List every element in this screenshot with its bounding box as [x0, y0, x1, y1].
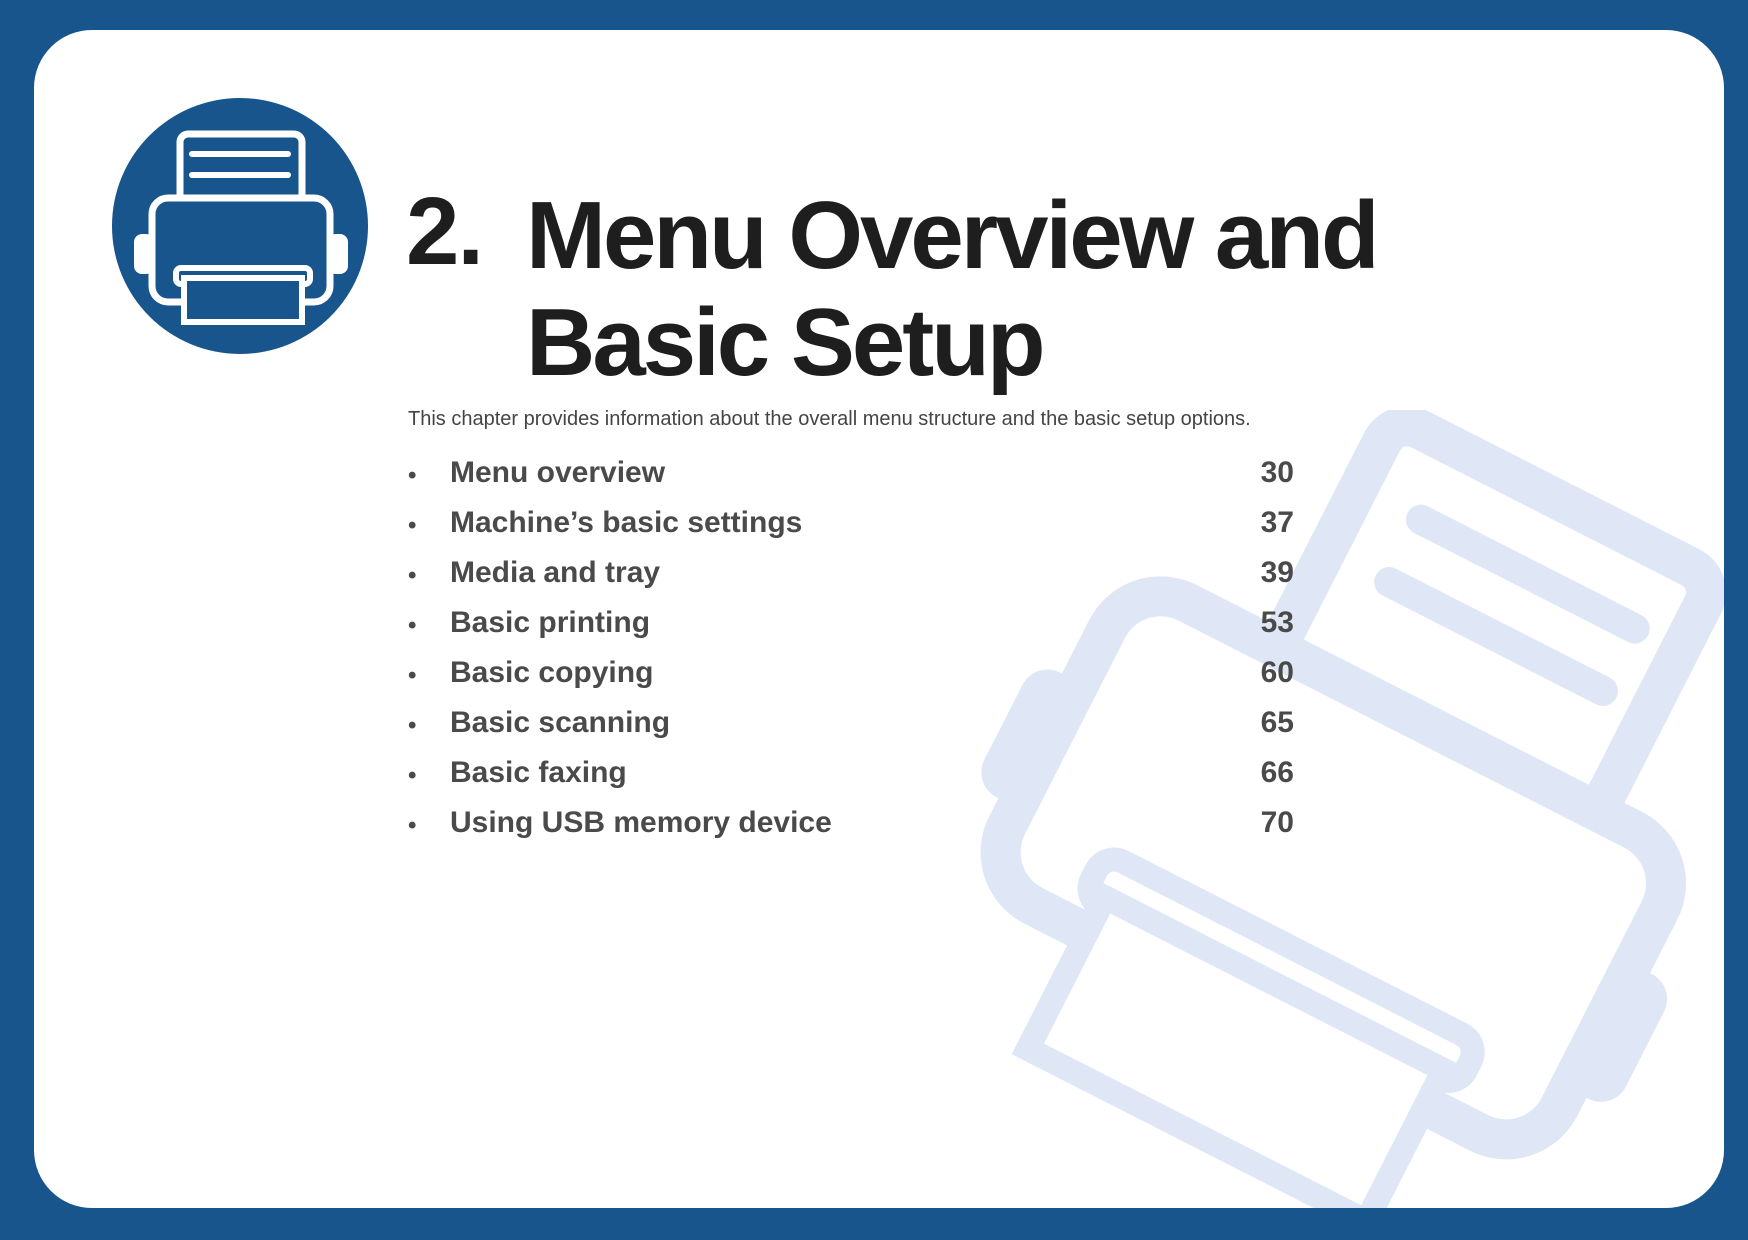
bullet: • [408, 462, 417, 489]
toc-item-basic-faxing[interactable] [408, 756, 1294, 806]
page-title-line-2: Basic Setup [526, 289, 1043, 396]
toc-item-basic-scanning[interactable] [408, 706, 1294, 756]
toc-label: Basic faxing [450, 756, 627, 789]
toc-item-media-and-tray[interactable] [408, 556, 1294, 606]
toc-label: Machine’s basic settings [450, 506, 803, 539]
table-of-contents [408, 456, 1294, 856]
toc-item-basic-printing[interactable] [408, 606, 1294, 656]
page-title-line-1: Menu Overview and [526, 182, 1377, 289]
printer-icon [112, 98, 368, 354]
toc-page-number: 30 [1260, 456, 1294, 489]
toc-label: Basic copying [450, 656, 654, 689]
toc-item-basic-copying[interactable] [408, 656, 1294, 706]
toc-page-number: 60 [1260, 656, 1294, 689]
toc-page-number: 39 [1260, 556, 1294, 589]
toc-page-number: 70 [1260, 806, 1294, 839]
toc-page-number: 66 [1260, 756, 1294, 789]
chapter-number: 2. [406, 178, 483, 285]
bullet: • [408, 712, 417, 739]
toc-label: Media and tray [450, 556, 661, 589]
toc-label: Using USB memory device [450, 806, 832, 839]
toc-label: Menu overview [450, 456, 666, 489]
toc-page-number: 65 [1260, 706, 1294, 739]
bullet: • [408, 662, 417, 689]
toc-page-number: 53 [1260, 606, 1294, 639]
chapter-intro: This chapter provides information about the overall menu structure and the basic setup options. [408, 408, 1251, 430]
page-card [34, 30, 1724, 1208]
toc-label: Basic printing [450, 606, 651, 639]
toc-item-using-usb-memory-device[interactable] [408, 806, 1294, 856]
bullet: • [408, 612, 417, 639]
bullet: • [408, 562, 417, 589]
toc-page-number: 37 [1260, 506, 1294, 539]
toc-item-menu-overview[interactable] [408, 456, 1294, 506]
toc-item-machines-basic-settings[interactable] [408, 506, 1294, 556]
page-title [526, 182, 1426, 396]
bullet: • [408, 512, 417, 539]
toc-label: Basic scanning [450, 706, 671, 739]
bullet: • [408, 812, 417, 839]
bullet: • [408, 762, 417, 789]
